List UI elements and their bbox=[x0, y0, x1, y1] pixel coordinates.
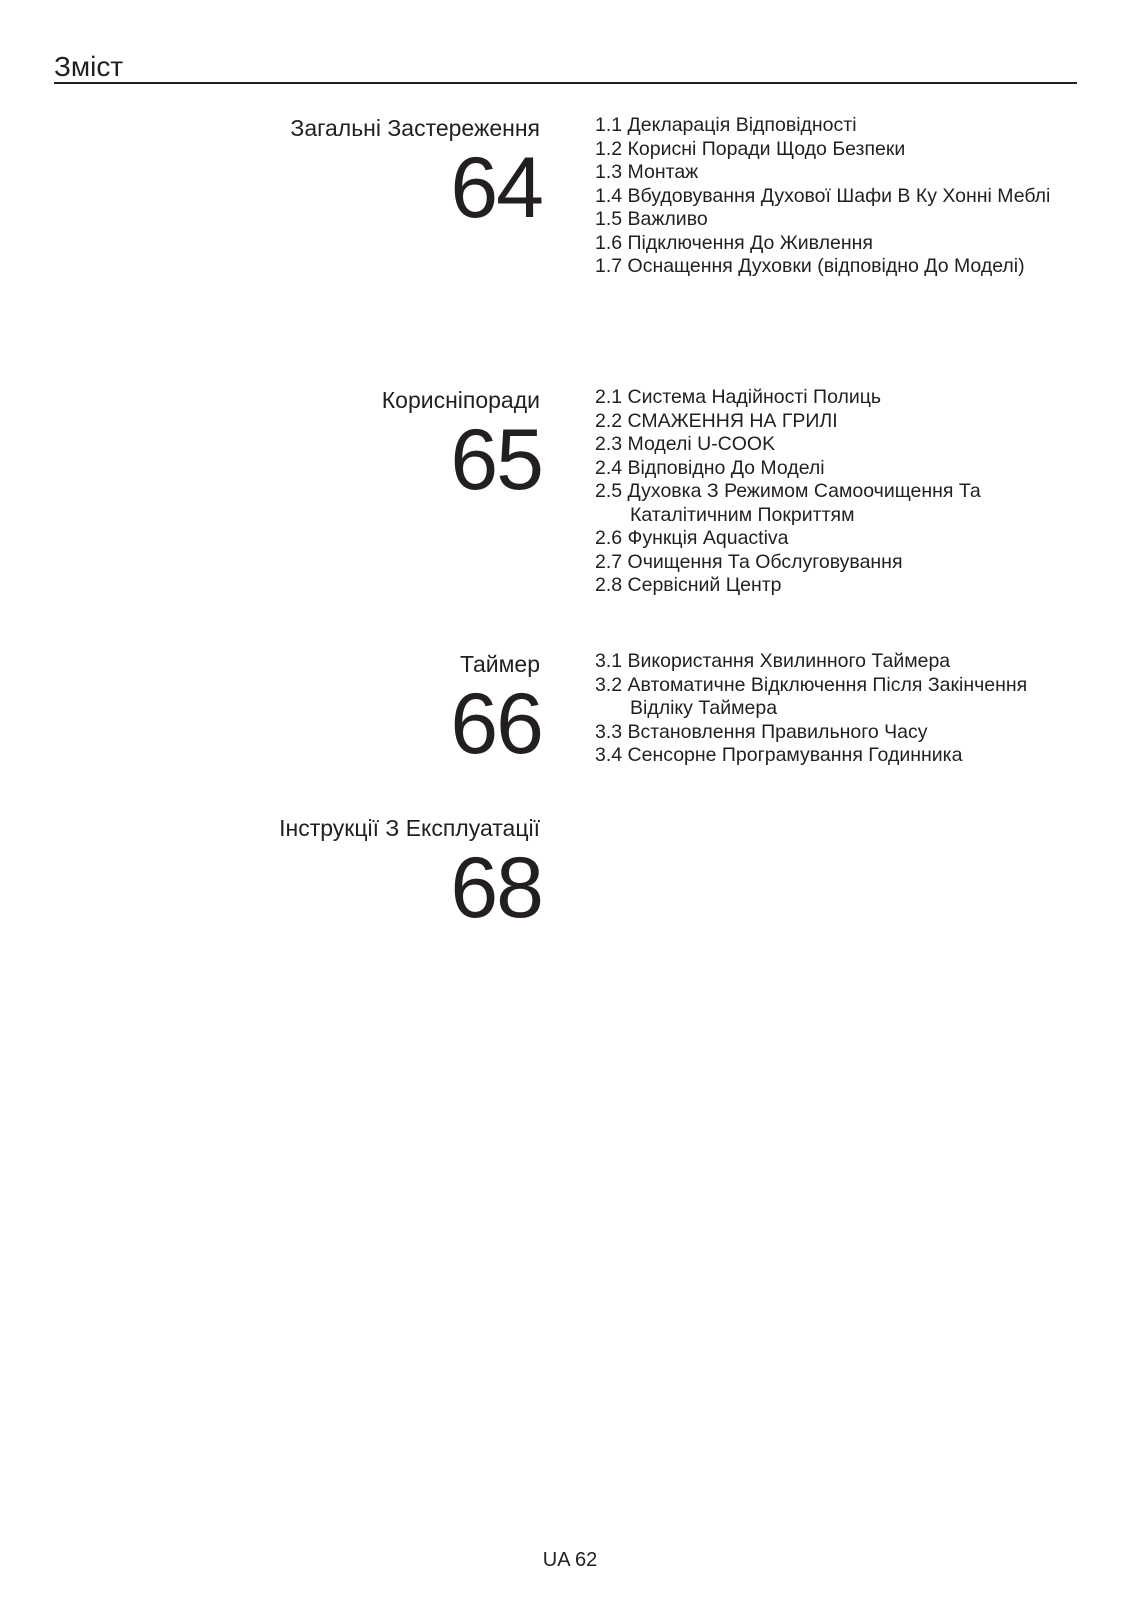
subsection-item[interactable]: 2.6 Функція Aquactiva bbox=[595, 527, 789, 549]
title-divider bbox=[54, 82, 1077, 84]
subsection-item[interactable]: 1.3 Монтаж bbox=[595, 161, 699, 183]
subsection-item[interactable]: 2.7 Очищення Та Обслуговування bbox=[595, 550, 903, 573]
subsection-item[interactable]: 3.2 Автоматичне Відключення Після Закінчення bbox=[595, 673, 1028, 696]
section-title[interactable]: Інструкції З Експлуатації bbox=[279, 815, 540, 841]
section-title[interactable]: Таймер bbox=[459, 651, 540, 677]
subsection-item-continuation[interactable]: Відліку Таймера bbox=[630, 697, 778, 719]
section-page-number[interactable]: 68 bbox=[450, 840, 542, 936]
subsection-item[interactable]: 2.3 Моделі U-COOK bbox=[595, 433, 776, 455]
section-heading-block bbox=[290, 114, 542, 236]
subsection-list bbox=[595, 650, 1095, 768]
section-heading-block bbox=[450, 650, 542, 772]
page-number-footer: UA 62 bbox=[542, 1549, 598, 1571]
subsection-item[interactable]: 1.6 Підключення До Живлення bbox=[595, 231, 873, 254]
subsection-item-continuation[interactable]: Каталітичним Покриттям bbox=[630, 503, 855, 526]
subsection-item[interactable]: 2.1 Система Надійності Полиць bbox=[595, 386, 882, 408]
subsection-item[interactable]: 1.1 Декларація Відповідності bbox=[595, 114, 857, 136]
subsection-item[interactable]: 1.5 Важливо bbox=[595, 208, 708, 230]
subsection-item[interactable]: 1.4 Вбудовування Духової Шафи В Ку Хонні Меблі bbox=[595, 184, 1051, 207]
subsection-list bbox=[595, 114, 1095, 279]
subsection-item[interactable]: 2.8 Сервісний Центр bbox=[595, 574, 782, 596]
subsection-item[interactable]: 1.7 Оснащення Духовки (відповідно До Моделі) bbox=[595, 255, 1025, 277]
section-page-number[interactable]: 66 bbox=[450, 676, 542, 772]
subsection-item[interactable]: 3.1 Використання Хвилинного Таймера bbox=[595, 650, 951, 672]
subsection-item[interactable]: 3.4 Сенсорне Програмування Годинника bbox=[595, 744, 963, 766]
subsection-item[interactable]: 1.2 Корисні Поради Щодо Безпеки bbox=[595, 137, 906, 160]
section-heading-block bbox=[279, 814, 542, 936]
section-title[interactable]: Кориснiпоради bbox=[381, 387, 540, 413]
section-heading-block bbox=[381, 386, 542, 508]
subsection-item[interactable]: 3.3 Встановлення Правильного Часу bbox=[595, 720, 928, 743]
subsection-item[interactable]: 2.4 Відповідно До Моделі bbox=[595, 456, 825, 479]
subsection-list bbox=[595, 386, 1095, 598]
page-title: Зміст bbox=[54, 51, 124, 82]
section-page-number[interactable]: 64 bbox=[450, 140, 542, 236]
subsection-item[interactable]: 2.2 СМАЖЕННЯ НА ГРИЛІ bbox=[595, 409, 838, 432]
section-page-number[interactable]: 65 bbox=[450, 412, 542, 508]
section-title[interactable]: Загальні Застереження bbox=[290, 115, 540, 141]
subsection-item[interactable]: 2.5 Духовка З Режимом Самоочищення Та bbox=[595, 480, 981, 502]
